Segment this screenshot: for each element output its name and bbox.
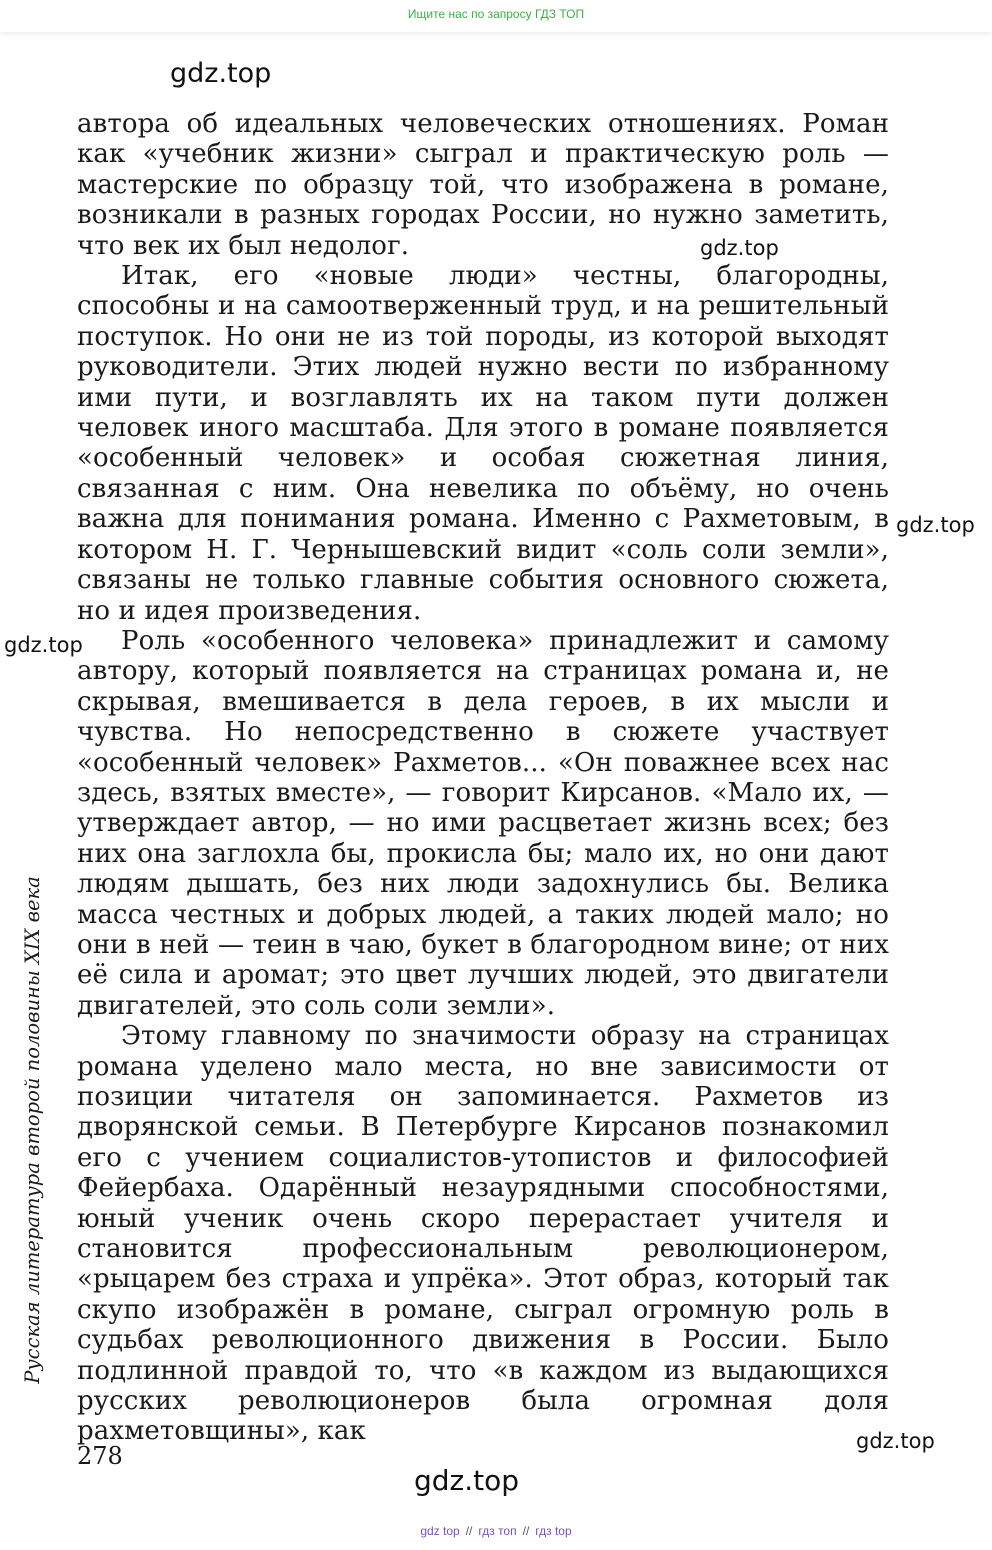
watermark-top-left: gdz.top <box>170 58 272 89</box>
footer-separator: // <box>465 1524 473 1538</box>
top-banner <box>0 0 992 32</box>
watermark-bottom-right: gdz.top <box>856 1429 935 1453</box>
paragraph-2: Итак, его «новые люди» честны, благородны, способны и на самоотверженный труд, и на решительный поступок. Но они не из той породы, из которой выходят руководители. Этих людей нужно вести по избранному ими пути, и возглавлять их на таком пути должен человек иного масштаба. Для этого в романе появляется «особенный человек» и особая сюжетная линия, связанная с ним. Она невелика по объёму, но очень важна для понимания романа. Именно с Рахметовым, в котором Н. Г. Чернышевский видит «соль соли земли», связаны не только главные события основного сюжета, но и идея произведения. <box>77 261 889 626</box>
watermark-bottom-center: gdz.top <box>414 1464 520 1497</box>
watermark-right-edge: gdz.top <box>896 513 975 537</box>
page-body <box>77 109 889 1447</box>
footer-links <box>0 1524 992 1538</box>
page-number: 278 <box>77 1442 123 1470</box>
paragraph-1: автора об идеальных человеческих отношениях. Роман как «учебник жизни» сыграл и практическую роль — мастерские по образцу той, что изображена в романе, возникали в разных городах России, но нужно заметить, что век их был недолог. <box>77 109 889 261</box>
watermark-left-edge: gdz.top <box>4 633 83 657</box>
paragraph-3: Роль «особенного человека» принадлежит и самому автору, который появляется на страницах романа и, не скрывая, вмешивается в дела героев, в их мысли и чувства. Но непосредственно в сюжете участвует «особенный человек» Рахметов... «Он поважнее всех нас здесь, взятых вместе», — говорит Кирсанов. «Мало их, — утверждает автор, — но ими расцветает жизнь всех; без них она заглохла бы, прокисла бы; мало их, но они дают людям дышать, без них люди задохнулись бы. Велика масса честных и добрых людей, а таких людей мало; но они в ней — теин в чаю, букет в благородном вине; от них её сила и аромат; это цвет лучших людей, это двигатели двигателей, это соль соли земли». <box>77 625 889 1021</box>
banner-text: Ищите нас по запросу ГДЗ ТОП <box>407 7 585 21</box>
footer-link-1[interactable]: gdz top <box>420 1524 460 1538</box>
watermark-mid: gdz.top <box>700 236 779 260</box>
footer-link-3[interactable]: гдз top <box>535 1524 572 1538</box>
side-running-title: Русская литература второй половины XIX века <box>21 876 44 1384</box>
paragraph-4: Этому главному по значимости образу на страницах романа уделено мало места, но вне зависимости от позиции читателя он запоминается. Рахметов из дворянской семьи. В Петербурге Кирсанов познакомил его с учением социалистов-утопистов и философией Фейербаха. Одарённый незаурядными способностями, юный ученик очень скоро перерастает учителя и становится профессиональным революционером, «рыцарем без страха и упрёка». Этот образ, который так скупо изображён в романе, сыграл огромную роль в судьбах революционного движения в России. Было подлинной правдой то, что «в каждом из выдающихся русских революционеров была огромная доля рахметовщины», как <box>77 1021 889 1447</box>
footer-separator: // <box>522 1524 530 1538</box>
footer-link-2[interactable]: гдз топ <box>478 1524 517 1538</box>
